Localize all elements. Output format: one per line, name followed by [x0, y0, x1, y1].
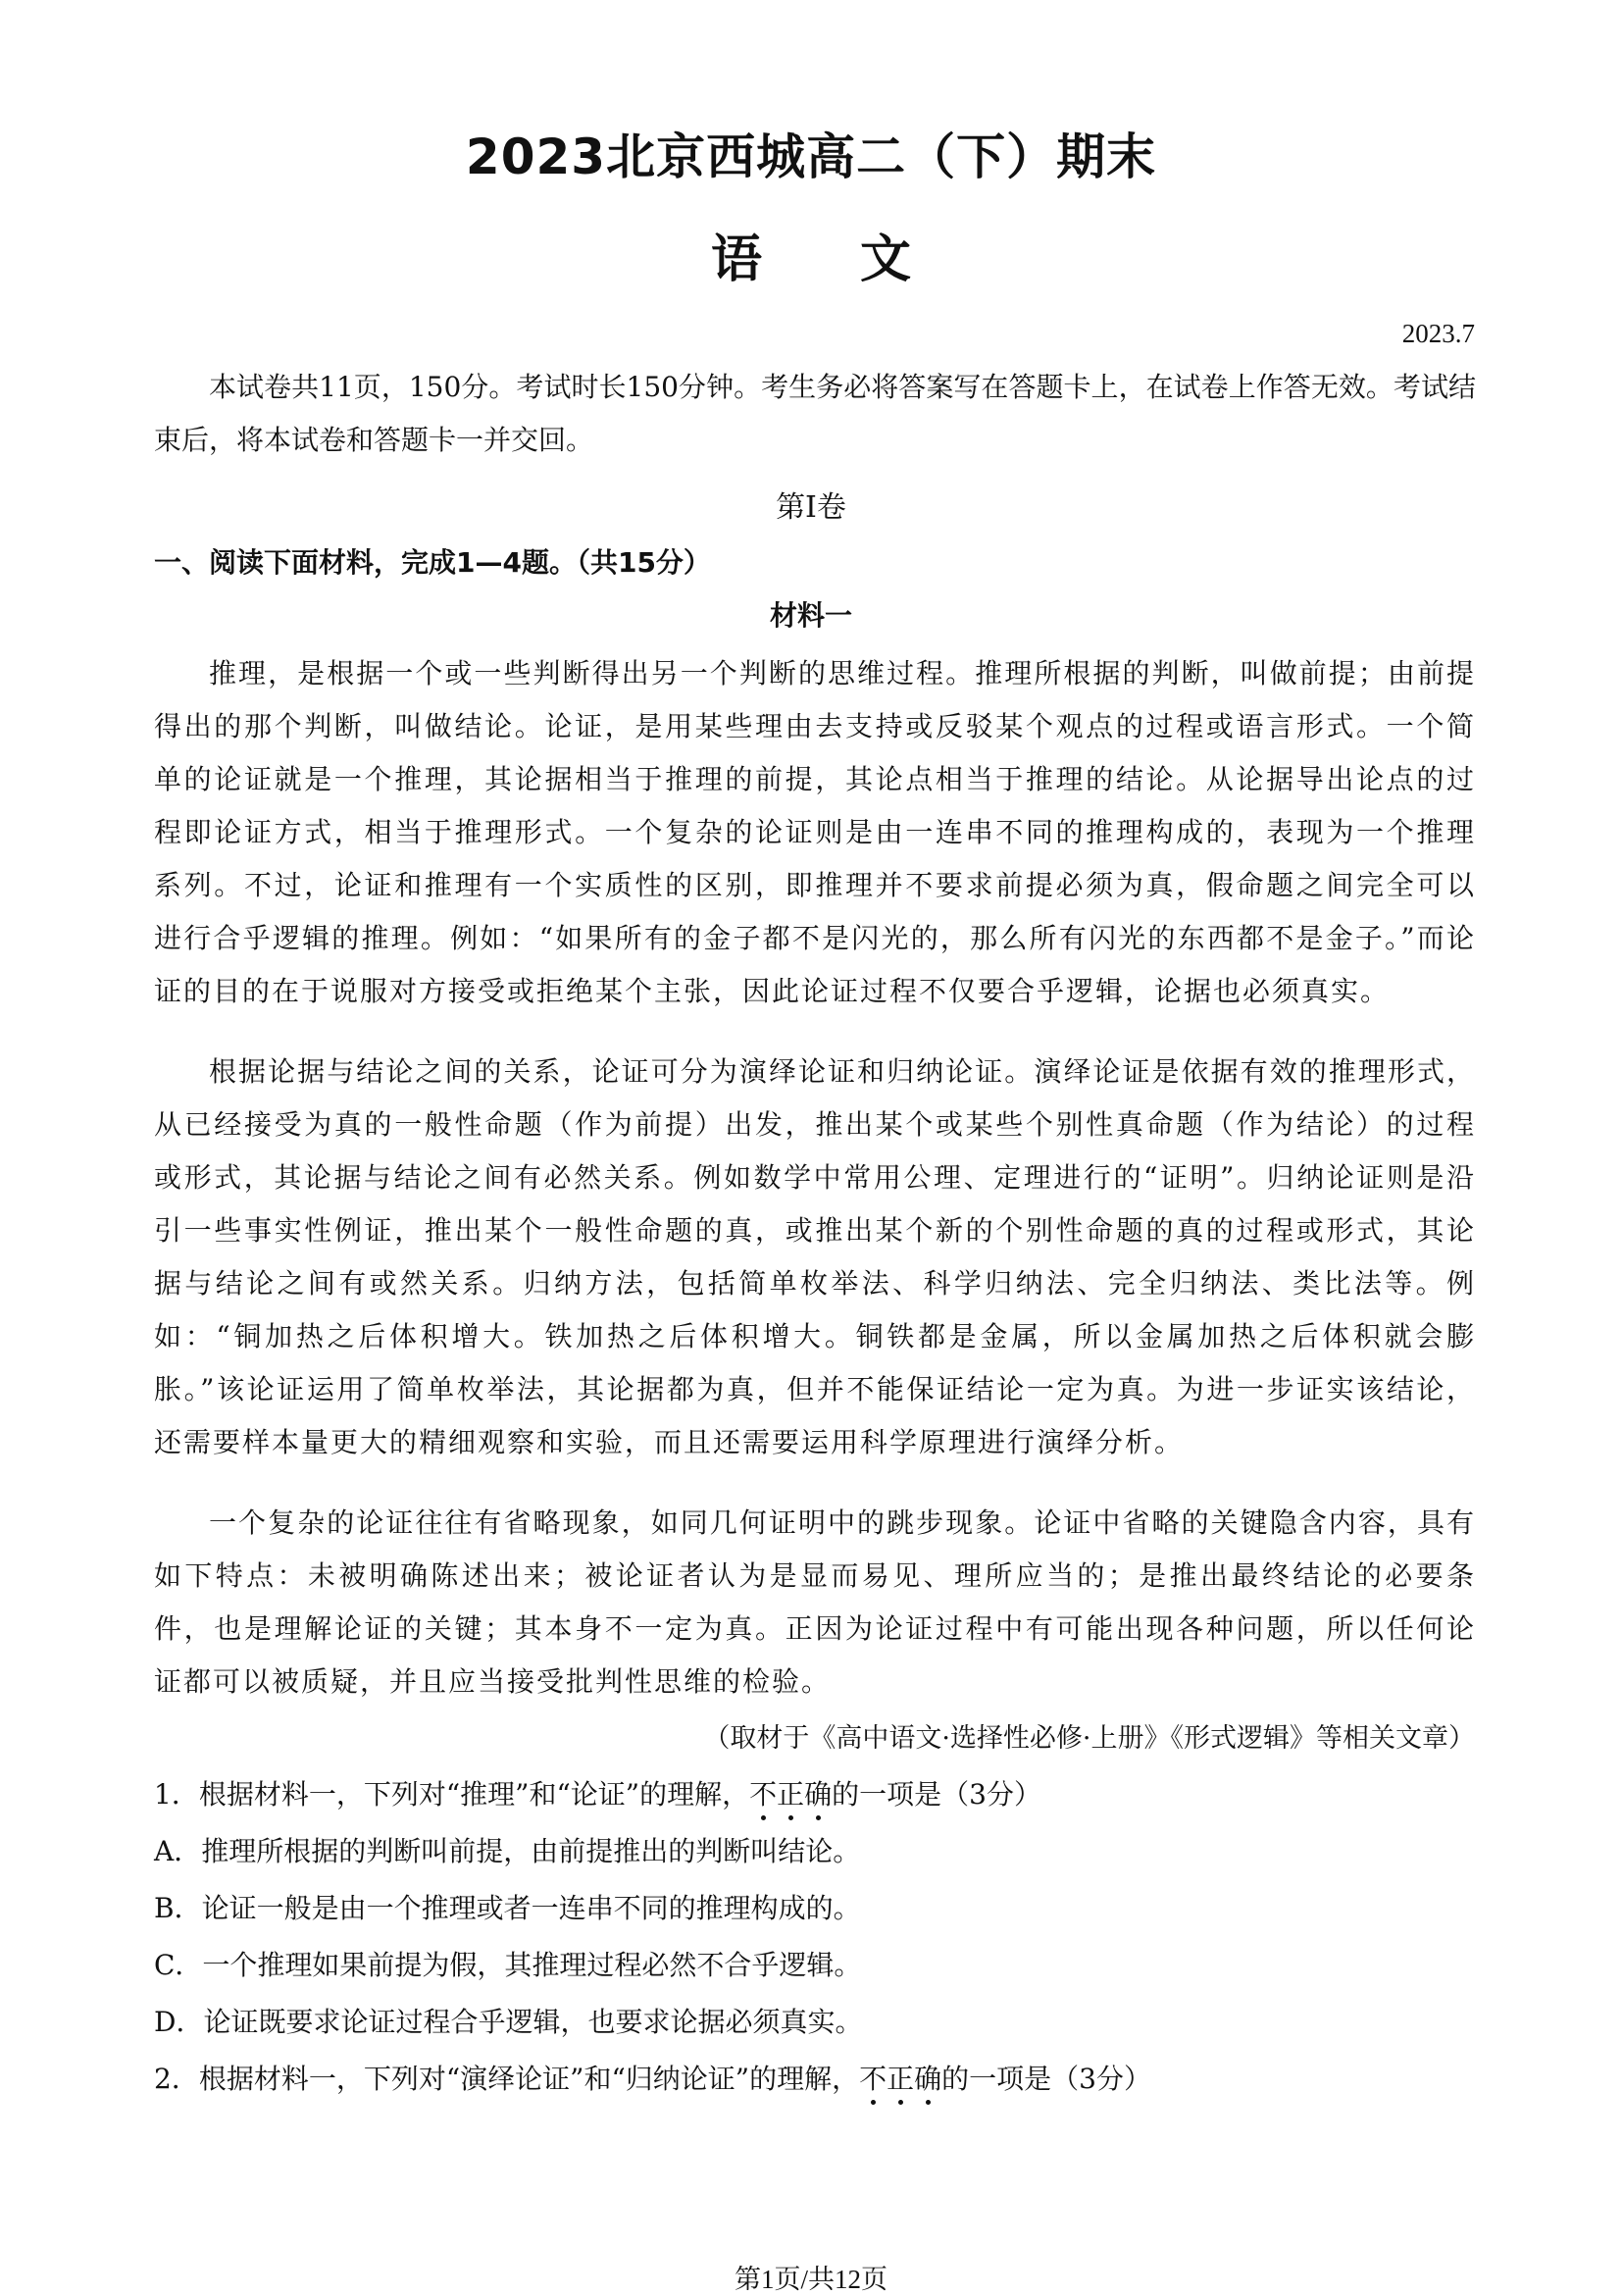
question-stem-text: 的一项是（3分） — [832, 1778, 1041, 1811]
section-heading: 一、阅读下面材料，完成1—4题。（共15分） — [154, 546, 711, 579]
question-1-option-a: A．推理所根据的判断叫前提，由前提推出的判断叫结论。 — [154, 1835, 861, 1867]
question-1-option-c: C．一个推理如果前提为假，其推理过程必然不合乎逻辑。 — [154, 1949, 862, 1981]
material-paragraph: 根据论据与结论之间的关系，论证可分为演绎论证和归纳论证。演绎论证是依据有效的推理形式，从已经接受为真的一般性命题（作为前提）出发，推出某个或某些个别性真命题（作为结论）的过程或形式，其论据与结论之间有必然关系。例如数学中常用公理、定理进行的“证明”。归纳论证则是沿引一些事实性例证，推出某个一般性命题的真，或推出某个新的个别性命题的真的过程或形式，其论据与结论之间有或然关系。归纳方法，包括简单枚举法、科学归纳法、完全归纳法、类比法等。例如：“铜加热之后体积增大。铁加热之后体积增大。铜铁都是金属，所以金属加热之后体积就会膨胀。”该论证运用了简单枚举法，其论据都为真，但并不能保证结论一定为真。为进一步证实该结论，还需要样本量更大的精细观察和实验，而且还需要运用科学原理进行演绎分析。 — [154, 1055, 1476, 1458]
question-1-option-d: D．论证既要求论证过程合乎逻辑，也要求论据必须真实。 — [154, 2006, 863, 2038]
question-1-option-b: B．论证一般是由一个推理或者一连串不同的推理构成的。 — [154, 1892, 861, 1924]
emphasis-text — [749, 1778, 832, 1811]
material-paragraph: 一个复杂的论证往往有省略现象，如同几何证明中的跳步现象。论证中省略的关键隐含内容，具有如下特点：未被明确陈述出来；被论证者认为是显而易见、理所应当的；是推出最终结论的必要条件，也是理解论证的关键；其本身不一定为真。正因为论证过程中有可能出现各种问题，所以任何论证都可以被质疑，并且应当接受批判性思维的检验。 — [154, 1506, 1476, 1698]
question-stem-text: 的一项是（3分） — [941, 2063, 1151, 2095]
subject-title: 语文 — [710, 230, 1009, 289]
exam-title: 2023北京西城高二（下）期末 — [465, 128, 1157, 185]
emphasis-char: 不 — [859, 2058, 887, 2097]
exam-instructions: 本试卷共11页，150分。考试时长150分钟。考生务必将答案写在答题卡上，在试卷上作答无效。考试结束后，将本试卷和答题卡一并交回。 — [154, 371, 1476, 456]
question-stem-text: 2．根据材料一，下列对“演绎论证”和“归纳论证”的理解， — [154, 2063, 860, 2095]
question-2-stem — [154, 2058, 1151, 2097]
volume-heading: 第Ⅰ卷 — [776, 490, 846, 525]
material-title: 材料一 — [769, 599, 852, 632]
emphasis-char: 正 — [777, 1773, 804, 1812]
emphasis-text — [859, 2063, 941, 2095]
material-source: （取材于《高中语文·选择性必修·上册》《形式逻辑》等相关文章） — [703, 1723, 1475, 1754]
emphasis-char: 确 — [914, 2058, 941, 2097]
question-stem-text: 1．根据材料一，下列对“推理”和“论证”的理解， — [154, 1778, 750, 1811]
emphasis-char: 正 — [887, 2058, 914, 2097]
question-1-stem — [154, 1773, 1041, 1812]
exam-date: 2023.7 — [1401, 319, 1475, 348]
emphasis-char: 确 — [804, 1773, 832, 1812]
material-paragraph: 推理，是根据一个或一些判断得出另一个判断的思维过程。推理所根据的判断，叫做前提；由前提得出的那个判断，叫做结论。论证，是用某些理由去支持或反驳某个观点的过程或语言形式。一个简单的论证就是一个推理，其论据相当于推理的前提，其论点相当于推理的结论。从论据导出论点的过程即论证方式，相当于推理形式。一个复杂的论证则是由一连串不同的推理构成的，表现为一个推理系列。不过，论证和推理有一个实质性的区别，即推理并不要求前提必须为真，假命题之间完全可以进行合乎逻辑的推理。例如：“如果所有的金子都不是闪光的，那么所有闪光的东西都不是金子。”而论证的目的在于说服对方接受或拒绝某个主张，因此论证过程不仅要合乎逻辑，论据也必须真实。 — [154, 657, 1476, 1007]
emphasis-char: 不 — [749, 1773, 777, 1812]
page-footer: 第1页/共12页 — [734, 2265, 887, 2294]
